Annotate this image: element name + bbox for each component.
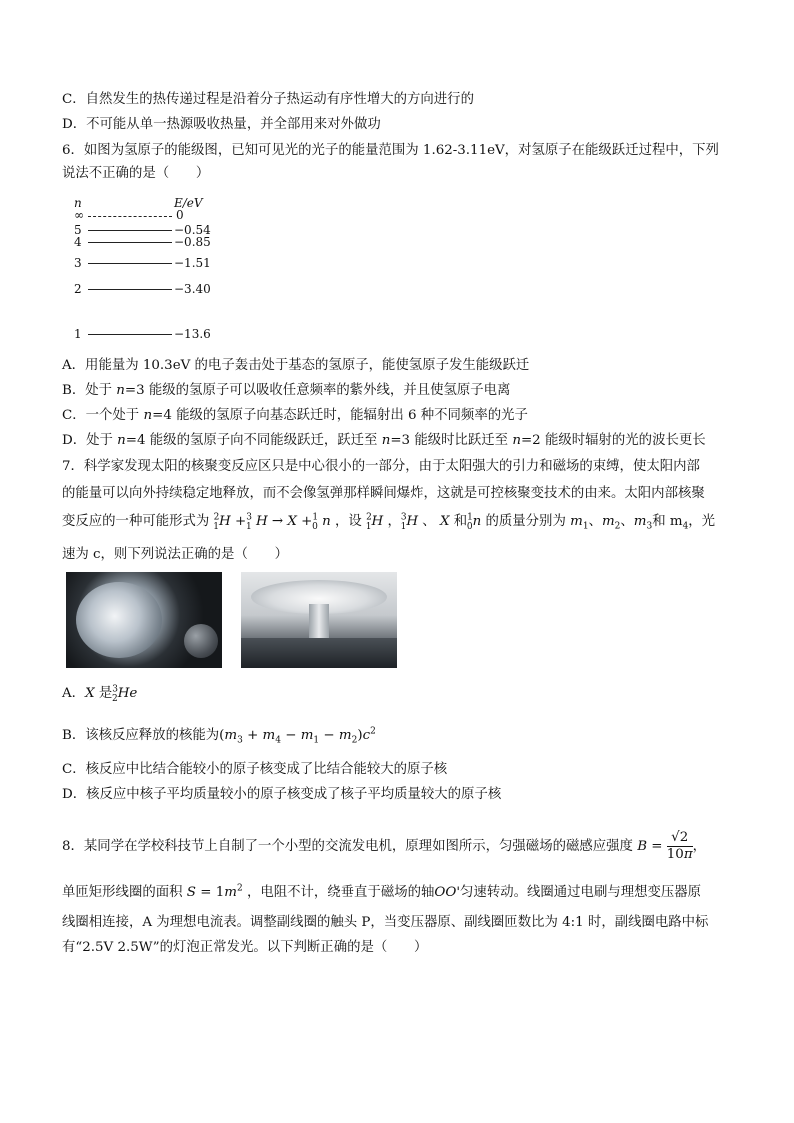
- level-n-1: 1: [74, 327, 82, 341]
- area-formula: $S = 1m^2$: [186, 883, 243, 900]
- level-n-3: 3: [74, 256, 82, 270]
- question-7-stem-3: [62, 512, 715, 532]
- q7-reaction-prefix: 变反应的一种可能形式为: [62, 514, 210, 529]
- q8-text: 8．某同学在学校科技节上自制了一个小型的交流发电机，原理如图所示，匀强磁场的磁感应强度: [62, 839, 633, 854]
- level-n-5: 5: [74, 223, 82, 237]
- level-line-3: [88, 263, 172, 264]
- q8-axis-text: ，电阻不计，绕垂直于磁场的轴: [246, 885, 435, 900]
- energy-formula: $(m_3 + m_4 - m_1 - m_2)c^2$: [219, 726, 376, 746]
- sun-icon: [76, 582, 162, 658]
- level-line-4: [88, 242, 172, 243]
- q7-option-d: D．核反应中核子平均质量较小的原子核变成了核子平均质量较大的原子核: [62, 787, 502, 802]
- question-8-stem: [62, 830, 706, 863]
- n-axis-label: n: [74, 196, 82, 210]
- energy-level-diagram: [74, 196, 234, 346]
- question-7-stem: 7．科学家发现太阳的核聚变反应区只是中心很小的一部分，由于太阳强大的引力和磁场的束缚，使太阳内部: [62, 459, 700, 474]
- q7-let: ，设: [335, 514, 362, 529]
- q7a-prefix: A．: [62, 686, 86, 701]
- level-n-inf: ∞: [74, 208, 84, 222]
- q6b-suffix: =3 能级的氢原子可以吸收任意频率的紫外线，并且使氢原子电离: [124, 383, 511, 398]
- energy-axis-label: E/eV: [174, 196, 203, 210]
- level-line-2: [88, 289, 172, 290]
- level-line-1: [88, 334, 172, 335]
- level-e-4: −0.85: [174, 235, 211, 249]
- level-e-2: −3.40: [174, 282, 211, 296]
- q6-option-c: C．一个处于 n=4 能级的氢原子向基态跃迁时，能辐射出 6 种不同频率的光子: [62, 408, 528, 423]
- level-n-2: 2: [74, 282, 82, 296]
- question-8-stem-2: [62, 883, 701, 903]
- ground: [241, 638, 397, 668]
- q6d-part-d: =2 能级时辐射的光的波长更长: [520, 433, 706, 448]
- level-line-5: [88, 230, 172, 231]
- q7b-text: B．该核反应释放的核能为: [62, 728, 220, 743]
- option-d-text: D．不可能从单一热源吸收热量，并全部用来对外做功: [62, 117, 381, 132]
- q8-rotation-text: 匀速转动。线圈通过电刷与理想变压器原: [460, 885, 702, 900]
- q6d-part-c: =3 能级时比跃迁至: [390, 433, 513, 448]
- question-6-stem-cont: 说法不正确的是（ ）: [62, 166, 210, 181]
- nuclide-list: $^2_1$H ，$^3_1$H 、 X 和$^1_0$n: [365, 512, 482, 532]
- level-e-1: −13.6: [174, 327, 211, 341]
- q7a-is: 是: [98, 686, 113, 701]
- mushroom-cloud-image: [241, 572, 397, 668]
- q7-mass-text: 的质量分别为: [485, 514, 566, 529]
- question-7-stem-2: 的能量可以向外持续稳定地释放，而不会像氢弹那样瞬间爆炸，这就是可控核聚变技术的由来。太阳内部核聚: [62, 486, 705, 501]
- planet-icon: [184, 624, 218, 658]
- q7-option-a: A．X 是$^3_2$He: [62, 684, 138, 704]
- option-c-text: C．自然发生的热传递过程是沿着分子热运动有序性增大的方向进行的: [62, 92, 474, 107]
- fusion-equation: $^2_1$H +$^3_1$ H → X +$^1_0$ n: [213, 512, 331, 532]
- level-e-5: −0.54: [174, 223, 211, 237]
- mass-symbols: $m_1$、$m_2$、$m_3$和 $m_4$: [570, 514, 689, 532]
- level-line-inf: [88, 216, 172, 217]
- q7-light: ，光: [688, 514, 716, 529]
- cloud-stem: [309, 604, 329, 638]
- q6b-prefix: B．处于: [62, 383, 117, 398]
- question-8-stem-4: 有“2.5V 2.5W”的灯泡正常发光。以下判断正确的是（ ）: [62, 940, 428, 955]
- q6d-part-a: D．处于: [62, 433, 118, 448]
- q6-option-d: D．处于 n=4 能级的氢原子向不同能级跃迁，跃迁至 n=3 能级时比跃迁至 n=2 能级时辐射的光的波长更长: [62, 433, 706, 448]
- axis-symbol: OO': [434, 885, 461, 900]
- q6d-part-b: =4 能级的氢原子向不同能级跃迁，跃迁至: [125, 433, 382, 448]
- level-e-3: −1.51: [174, 256, 211, 270]
- question-7-stem-4: 速为 c，则下列说法正确的是（ ）: [62, 547, 289, 562]
- level-n-4: 4: [74, 235, 82, 249]
- level-e-inf: 0: [176, 208, 184, 222]
- q8-area-text: 单匝矩形线圈的面积: [62, 885, 183, 900]
- q6-option-b: B．处于 n=3 能级的氢原子可以吸收任意频率的紫外线，并且使氢原子电离: [62, 383, 511, 398]
- question-8-stem-3: 线圈相连接，A 为理想电流表。调整副线圈的触头 P，当变压器原、副线圈匝数比为 4:1 时，副线圈电路中标: [62, 915, 709, 930]
- q7-option-b: [62, 726, 376, 746]
- q6c-prefix: C．一个处于: [62, 408, 144, 423]
- b-field-formula: B = $\frac{√2}{10\pi}$ ，: [637, 830, 707, 862]
- question-6-stem: 6．如图为氢原子的能级图，已知可见光的光子的能量范围为 1.62-3.11eV，对氢原子在能级跃迁过程中，下列: [62, 143, 719, 158]
- q6-option-a: A．用能量为 10.3eV 的电子轰击处于基态的氢原子，能使氢原子发生能级跃迁: [62, 358, 530, 373]
- q7-option-c: C．核反应中比结合能较小的原子核变成了比结合能较大的原子核: [62, 762, 448, 777]
- q6c-suffix: =4 能级的氢原子向基态跃迁时，能辐射出 6 种不同频率的光子: [152, 408, 528, 423]
- sun-planet-image: [66, 572, 222, 668]
